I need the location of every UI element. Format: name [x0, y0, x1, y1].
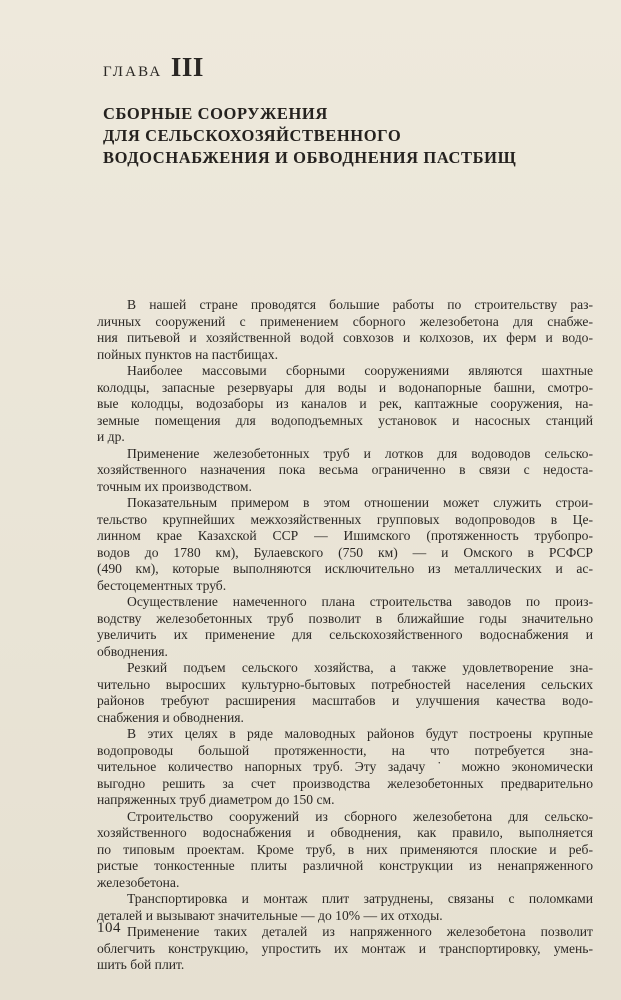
text-line: районов требуют расширения масштабов и улучшения качества водо- [97, 693, 593, 708]
text-line: хозяйственного водоснабжения и обводнения, как правило, выполняется [97, 825, 593, 840]
page-number: 104 [97, 920, 121, 936]
paragraph [97, 809, 593, 892]
text-line: В этих целях в ряде маловодных районов будут построены крупные [127, 726, 593, 741]
paragraph [97, 660, 593, 726]
chapter-title-line: ВОДОСНАБЖЕНИЯ И ОБВОДНЕНИЯ ПАСТБИЩ [103, 148, 517, 167]
text-line: тельство крупнейших межхозяйственных групповых водопроводов в Це- [97, 511, 593, 527]
text-line: вые колодцы, водозаборы из каналов и рек, каптажные сооружения, на- [97, 396, 593, 411]
paragraph [97, 363, 593, 446]
body-text [97, 297, 593, 974]
chapter-title [103, 103, 583, 169]
text-line: ния питьевой и хозяйственной водой совхозов и колхозов, их ферм и водо- [97, 330, 593, 345]
chapter-number: III [170, 52, 204, 82]
text-line: личных сооружений с применением сборного железобетона для снабже- [97, 313, 593, 329]
paragraph [97, 891, 593, 924]
text-line: напряженных труб диаметром до 150 см. [97, 792, 335, 807]
text-line: обводнения. [97, 643, 168, 659]
paragraph [97, 297, 593, 363]
text-line: Резкий подъем сельского хозяйства, а также удовлетворение зна- [127, 660, 593, 675]
text-line: чительное количество напорных труб. Эту задачу ˙ можно экономически [97, 759, 593, 774]
paragraph [97, 726, 593, 809]
text-line: железобетона. [97, 874, 180, 890]
chapter-label: ГЛАВА [103, 64, 163, 80]
text-line: водопроводы большой протяженности, на что потребуется зна- [97, 742, 593, 758]
text-line: выгодно решить за счет производства железобетонных предварительно [97, 775, 593, 791]
text-line: В нашей стране проводятся большие работы по строительству раз- [127, 297, 593, 312]
text-line: (490 км), которые выполняются исключительно из металлических и ас- [97, 561, 593, 576]
chapter-title-line: СБОРНЫЕ СООРУЖЕНИЯ [103, 104, 328, 123]
text-line: линном крае Казахской ССР — Ишимского (протяженность трубопро- [97, 528, 593, 543]
text-line: колодцы, запасные резервуары для воды и водонапорные башни, смотро- [97, 379, 593, 395]
text-line: Применение железобетонных труб и лотков для водоводов сельско- [127, 445, 593, 461]
text-line: водов до 1780 км), Булаевского (750 км) — и Омского в РСФСР [97, 544, 593, 560]
chapter-title-line: ДЛЯ СЕЛЬСКОХОЗЯЙСТВЕННОГО [103, 126, 402, 145]
text-line: снабжения и обводнения. [97, 709, 244, 725]
text-line: облегчить конструкцию, упростить их монтаж и транспортировку, умень- [97, 940, 593, 956]
text-line: хозяйственного назначения пока весьма ограниченно в связи с недоста- [97, 462, 593, 477]
text-line: точным их производством. [97, 478, 252, 494]
paragraph [97, 594, 593, 660]
paragraph [97, 924, 593, 974]
paragraph [97, 446, 593, 496]
text-line: шить бой плит. [97, 957, 185, 972]
text-line: Строительство сооружений из сборного железобетона для сельско- [127, 808, 593, 824]
text-line: увеличить их применение для сельскохозяйственного водоснабжения и [97, 627, 593, 642]
text-line: земные помещения для водоподъемных установок и насосных станций [97, 412, 593, 428]
text-line: по типовым проектам. Кроме труб, в них применяются плоские и реб- [97, 841, 593, 857]
text-line: водству железобетонных труб позволит в ближайшие годы значительно [97, 610, 593, 626]
text-line: деталей и вызывают значительные — до 10% — их отходы. [97, 907, 443, 923]
text-line: Осуществление намеченного плана строительства заводов по произ- [127, 594, 593, 609]
text-line: пойных пунктов на пастбищах. [97, 346, 278, 362]
text-line: Транспортировка и монтаж плит затруднены, связаны с поломками [127, 891, 593, 906]
text-line: Применение таких деталей из напряженного железобетона позволит [127, 924, 593, 939]
text-line: Показательным примером в этом отношении может служить строи- [127, 495, 593, 510]
text-line: чительно выросших культурно-бытовых потребностей населения сельских [97, 676, 593, 692]
text-line: Наиболее массовыми сборными сооружениями являются шахтные [127, 363, 593, 378]
paragraph [97, 495, 593, 594]
text-line: ристые тонкостенные плиты различной конструкции из ненапряженного [97, 858, 593, 873]
text-line: и др. [97, 429, 125, 444]
chapter-heading [103, 52, 204, 83]
text-line: бестоцементных труб. [97, 577, 227, 593]
